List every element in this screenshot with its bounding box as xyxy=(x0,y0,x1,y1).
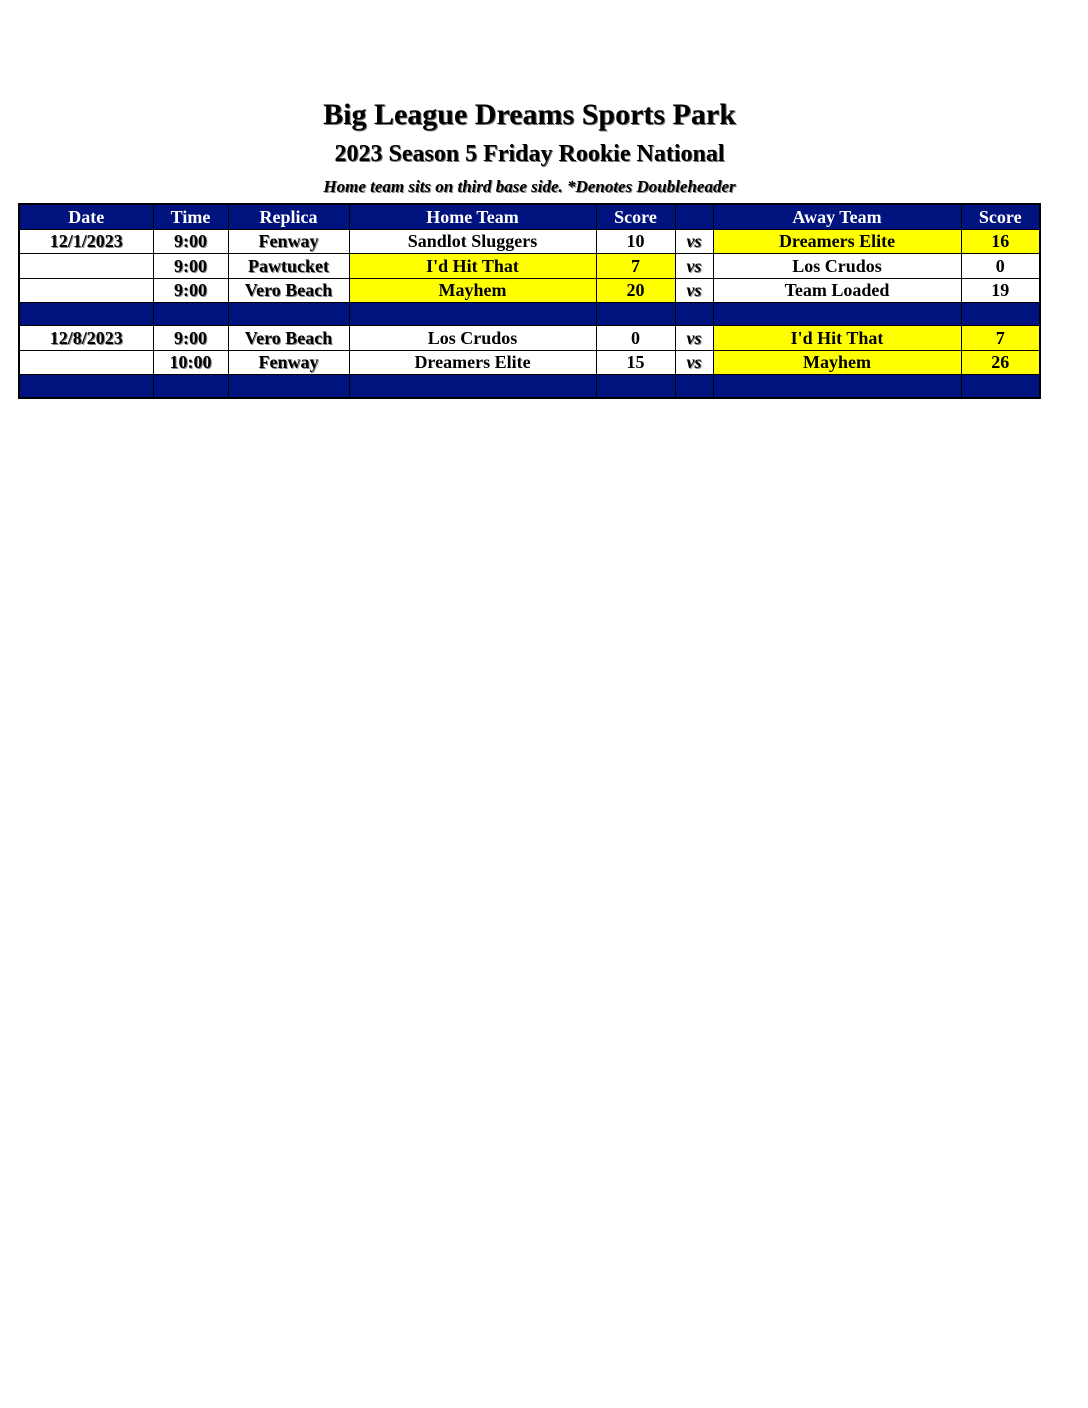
home-score-cell: 15 xyxy=(596,350,675,375)
date-cell xyxy=(19,278,153,303)
home-score-cell: 7 xyxy=(596,254,675,279)
separator-cell xyxy=(961,375,1040,399)
vs-cell: vs xyxy=(675,229,713,254)
home-team-cell: Dreamers Elite xyxy=(349,350,596,375)
column-header-date: Date xyxy=(19,204,153,229)
separator-cell xyxy=(675,303,713,326)
vs-cell: vs xyxy=(675,326,713,351)
separator-cell xyxy=(153,375,228,399)
separator-cell xyxy=(153,303,228,326)
column-header-home-score: Score xyxy=(596,204,675,229)
separator-cell xyxy=(349,375,596,399)
home-score-cell: 10 xyxy=(596,229,675,254)
column-header-home-team: Home Team xyxy=(349,204,596,229)
table-row xyxy=(19,229,1040,254)
away-score-cell: 26 xyxy=(961,350,1040,375)
page-title: Big League Dreams Sports Park xyxy=(323,98,736,131)
column-header-replica: Replica xyxy=(228,204,349,229)
time-cell: 9:00 xyxy=(153,254,228,279)
separator-cell xyxy=(228,375,349,399)
separator-cell xyxy=(228,303,349,326)
home-team-cell: Los Crudos xyxy=(349,326,596,351)
separator-cell xyxy=(713,303,961,326)
replica-cell: Vero Beach xyxy=(228,326,349,351)
date-cell: 12/1/2023 xyxy=(19,229,153,254)
separator-row xyxy=(19,375,1040,399)
separator-cell xyxy=(596,303,675,326)
separator-row xyxy=(19,303,1040,326)
separator-cell xyxy=(19,375,153,399)
away-team-cell: Mayhem xyxy=(713,350,961,375)
away-score-cell: 7 xyxy=(961,326,1040,351)
table-row xyxy=(19,326,1040,351)
table-row xyxy=(19,254,1040,279)
separator-cell xyxy=(675,375,713,399)
replica-cell: Fenway xyxy=(228,229,349,254)
date-cell: 12/8/2023 xyxy=(19,326,153,351)
home-team-cell: Mayhem xyxy=(349,278,596,303)
time-cell: 9:00 xyxy=(153,326,228,351)
home-team-cell: I'd Hit That xyxy=(349,254,596,279)
separator-cell xyxy=(961,303,1040,326)
home-team-cell: Sandlot Sluggers xyxy=(349,229,596,254)
separator-cell xyxy=(713,375,961,399)
separator-cell xyxy=(596,375,675,399)
date-cell xyxy=(19,254,153,279)
time-cell: 10:00 xyxy=(153,350,228,375)
replica-cell: Fenway xyxy=(228,350,349,375)
vs-cell: vs xyxy=(675,278,713,303)
column-header-away-team: Away Team xyxy=(713,204,961,229)
vs-cell: vs xyxy=(675,350,713,375)
date-cell xyxy=(19,350,153,375)
replica-cell: Vero Beach xyxy=(228,278,349,303)
time-cell: 9:00 xyxy=(153,229,228,254)
away-team-cell: Team Loaded xyxy=(713,278,961,303)
separator-cell xyxy=(19,303,153,326)
away-score-cell: 19 xyxy=(961,278,1040,303)
table-row xyxy=(19,278,1040,303)
vs-cell: vs xyxy=(675,254,713,279)
replica-cell: Pawtucket xyxy=(228,254,349,279)
column-header-time: Time xyxy=(153,204,228,229)
column-header-vs xyxy=(675,204,713,229)
header-row xyxy=(19,204,1040,229)
page-subtitle: 2023 Season 5 Friday Rookie National xyxy=(334,141,725,167)
time-cell: 9:00 xyxy=(153,278,228,303)
home-score-cell: 0 xyxy=(596,326,675,351)
away-team-cell: Dreamers Elite xyxy=(713,229,961,254)
away-score-cell: 0 xyxy=(961,254,1040,279)
away-team-cell: Los Crudos xyxy=(713,254,961,279)
home-score-cell: 20 xyxy=(596,278,675,303)
schedule-table xyxy=(18,203,1041,399)
away-score-cell: 16 xyxy=(961,229,1040,254)
away-team-cell: I'd Hit That xyxy=(713,326,961,351)
column-header-away-score: Score xyxy=(961,204,1040,229)
separator-cell xyxy=(349,303,596,326)
table-row xyxy=(19,350,1040,375)
schedule-note: Home team sits on third base side. *Denotes Doubleheader xyxy=(323,177,736,196)
